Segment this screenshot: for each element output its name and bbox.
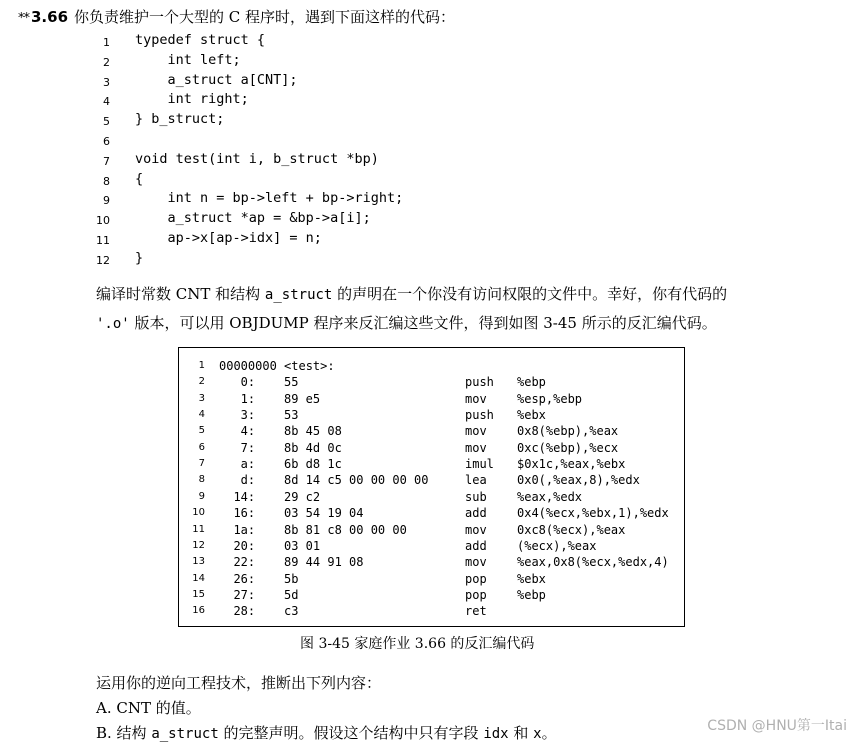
asm-mnemonic: ret bbox=[465, 604, 487, 619]
asm-bytes: 89 e5 bbox=[284, 391, 321, 406]
asm-line bbox=[179, 408, 684, 424]
asm-mnemonic: push bbox=[465, 408, 494, 423]
asm-mnemonic: mov bbox=[465, 440, 487, 455]
asm-address: 00000000 <test>: bbox=[219, 359, 335, 373]
asm-line-number: 11 bbox=[192, 523, 205, 535]
figure-caption: 图 3-45 家庭作业 3.66 的反汇编代码 bbox=[300, 636, 535, 652]
asm-address: 14: bbox=[219, 489, 256, 504]
description-line-1 bbox=[96, 280, 727, 309]
asm-operands: 0x0(,%eax,8),%edx bbox=[517, 473, 640, 488]
asm-line bbox=[179, 490, 684, 506]
inline-code: idx bbox=[483, 726, 509, 742]
code-text: typedef struct { bbox=[135, 32, 266, 48]
asm-bytes: 6b d8 1c bbox=[284, 457, 342, 472]
question-text: 的完整声明。假设这个结构中只有字段 bbox=[218, 724, 484, 742]
code-line-number: 5 bbox=[103, 115, 110, 129]
asm-mnemonic: imul bbox=[465, 457, 494, 472]
description-text: 编译时常数 CNT 和结构 bbox=[96, 285, 265, 303]
asm-bytes: 8b 81 c8 00 00 00 bbox=[284, 522, 407, 537]
asm-address: 1: bbox=[219, 391, 256, 406]
code-text: int left; bbox=[135, 51, 241, 68]
asm-mnemonic: pop bbox=[465, 587, 487, 602]
asm-address: 16: bbox=[219, 506, 256, 521]
code-text: int n = bp->left + bp->right; bbox=[135, 190, 404, 207]
asm-mnemonic: mov bbox=[465, 424, 487, 439]
asm-operands: %eax,%edx bbox=[517, 489, 583, 504]
asm-bytes: 55 bbox=[284, 375, 299, 390]
asm-line bbox=[179, 473, 684, 489]
asm-line-number: 15 bbox=[192, 588, 205, 600]
code-line-number: 9 bbox=[103, 194, 110, 208]
description-paragraph bbox=[96, 280, 727, 338]
question-text: 。 bbox=[541, 724, 557, 742]
asm-line-number: 7 bbox=[198, 458, 205, 470]
asm-bytes: 5b bbox=[284, 571, 299, 586]
asm-line-number: 9 bbox=[198, 490, 205, 502]
asm-line-number: 10 bbox=[192, 507, 205, 519]
asm-operands: %ebx bbox=[517, 408, 546, 423]
problem-number: 3.66 bbox=[31, 8, 69, 26]
description-text: 的声明在一个你没有访问权限的文件中。幸好，你有代码的 bbox=[332, 285, 728, 303]
code-line-number: 10 bbox=[96, 214, 110, 228]
code-line-number: 3 bbox=[103, 75, 110, 89]
code-text: void test(int i, b_struct *bp) bbox=[135, 150, 379, 167]
inline-code: '.o' bbox=[96, 316, 130, 332]
code-line-number: 12 bbox=[96, 253, 110, 267]
asm-address: 7: bbox=[219, 440, 256, 455]
asm-line-number: 2 bbox=[198, 376, 205, 388]
asm-bytes: 89 44 91 08 bbox=[284, 555, 364, 570]
asm-bytes: 03 54 19 04 bbox=[284, 506, 364, 521]
difficulty-stars: ** bbox=[18, 11, 29, 26]
asm-operands: 0xc8(%ecx),%eax bbox=[517, 522, 626, 537]
asm-line-number: 5 bbox=[198, 425, 205, 437]
asm-address: 3: bbox=[219, 408, 256, 423]
code-text: a_struct a[CNT]; bbox=[135, 71, 298, 88]
inline-code: a_struct bbox=[151, 726, 219, 742]
asm-mnemonic: pop bbox=[465, 571, 487, 586]
code-line-number: 7 bbox=[103, 154, 110, 168]
asm-address: 20: bbox=[219, 538, 256, 553]
asm-line-number: 4 bbox=[198, 409, 205, 421]
asm-line bbox=[179, 523, 684, 539]
asm-bytes: 03 01 bbox=[284, 538, 321, 553]
asm-address: a: bbox=[219, 457, 256, 472]
asm-operands: %eax,0x8(%ecx,%edx,4) bbox=[517, 555, 669, 570]
asm-address: 28: bbox=[219, 604, 256, 619]
asm-operands: 0x4(%ecx,%ebx,1),%edx bbox=[517, 506, 669, 521]
asm-line bbox=[179, 424, 684, 440]
description-line-2 bbox=[96, 309, 727, 338]
asm-line-number: 1 bbox=[198, 360, 205, 371]
asm-bytes: 8b 45 08 bbox=[284, 424, 342, 439]
asm-operands: (%ecx),%eax bbox=[517, 538, 597, 553]
question-text: 和 bbox=[508, 724, 534, 742]
asm-address: 27: bbox=[219, 587, 256, 602]
asm-operands: %ebx bbox=[517, 571, 546, 586]
code-line-number: 6 bbox=[103, 135, 110, 148]
questions-intro: 运用你的逆向工程技术，推断出下列内容： bbox=[96, 674, 382, 692]
asm-address: 26: bbox=[219, 571, 256, 586]
asm-line bbox=[179, 392, 684, 408]
asm-operands: %ebp bbox=[517, 587, 546, 602]
code-text: int right; bbox=[135, 91, 249, 108]
question-b bbox=[96, 722, 557, 743]
problem-header bbox=[18, 6, 455, 27]
code-line-number: 1 bbox=[103, 36, 110, 49]
asm-bytes: c3 bbox=[284, 604, 299, 619]
asm-operands: $0x1c,%eax,%ebx bbox=[517, 457, 626, 472]
asm-mnemonic: add bbox=[465, 506, 487, 521]
asm-bytes: 5d bbox=[284, 587, 299, 602]
asm-mnemonic: mov bbox=[465, 391, 487, 406]
asm-line-number: 13 bbox=[192, 556, 205, 568]
asm-address: 1a: bbox=[219, 522, 256, 537]
asm-line-number: 6 bbox=[198, 441, 205, 453]
asm-line bbox=[179, 375, 684, 391]
asm-line bbox=[179, 539, 684, 555]
asm-line bbox=[179, 572, 684, 588]
code-line-number: 11 bbox=[96, 234, 110, 247]
question-text: B. 结构 bbox=[96, 724, 152, 742]
code-line-number: 4 bbox=[103, 95, 110, 109]
asm-address: d: bbox=[219, 473, 256, 488]
code-text: } b_struct; bbox=[135, 111, 225, 128]
asm-address: 22: bbox=[219, 555, 256, 570]
question-a: A. CNT 的值。 bbox=[96, 699, 201, 717]
asm-bytes: 29 c2 bbox=[284, 489, 321, 504]
code-text: { bbox=[135, 170, 144, 187]
asm-mnemonic: sub bbox=[465, 489, 487, 504]
asm-mnemonic: mov bbox=[465, 555, 487, 570]
asm-line bbox=[179, 555, 684, 571]
asm-operands: %ebp bbox=[517, 375, 546, 390]
asm-bytes: 53 bbox=[284, 408, 299, 423]
problem-text: 你负责维护一个大型的 C 程序时，遇到下面这样的代码： bbox=[74, 8, 456, 26]
asm-line bbox=[179, 604, 684, 620]
inline-code: x bbox=[533, 726, 542, 742]
code-text: a_struct *ap = &bp->a[i]; bbox=[135, 210, 371, 227]
code-line-number: 8 bbox=[103, 174, 110, 188]
asm-mnemonic: add bbox=[465, 538, 487, 553]
asm-line bbox=[179, 588, 684, 604]
asm-mnemonic: push bbox=[465, 375, 494, 390]
disassembly-figure bbox=[178, 347, 685, 627]
asm-line bbox=[179, 457, 684, 473]
asm-line bbox=[179, 506, 684, 522]
code-line-number: 2 bbox=[103, 55, 110, 69]
asm-line-number: 8 bbox=[198, 474, 205, 486]
code-text: } bbox=[135, 249, 144, 266]
code-text: ap->x[ap->idx] = n; bbox=[135, 230, 322, 246]
asm-line bbox=[179, 359, 684, 375]
asm-bytes: 8d 14 c5 00 00 00 00 bbox=[284, 473, 429, 488]
asm-line-number: 12 bbox=[192, 539, 205, 551]
asm-operands: %esp,%ebp bbox=[517, 391, 583, 406]
asm-mnemonic: mov bbox=[465, 522, 487, 537]
description-text: 版本，可以用 OBJDUMP 程序来反汇编这些文件，得到如图 3-45 所示的反汇编代码。 bbox=[129, 314, 717, 332]
inline-code: a_struct bbox=[264, 287, 333, 303]
asm-line bbox=[179, 441, 684, 457]
asm-line-number: 14 bbox=[192, 572, 205, 584]
asm-line-number: 16 bbox=[192, 605, 205, 617]
asm-operands: 0xc(%ebp),%ecx bbox=[517, 440, 619, 455]
asm-line-number: 3 bbox=[198, 392, 205, 404]
csdn-watermark: CSDN @HNU第一Itai bbox=[707, 718, 847, 734]
asm-bytes: 8b 4d 0c bbox=[284, 440, 342, 455]
asm-address: 4: bbox=[219, 424, 256, 439]
asm-mnemonic: lea bbox=[465, 473, 487, 488]
asm-operands: 0x8(%ebp),%eax bbox=[517, 424, 619, 439]
asm-address: 0: bbox=[219, 375, 256, 390]
